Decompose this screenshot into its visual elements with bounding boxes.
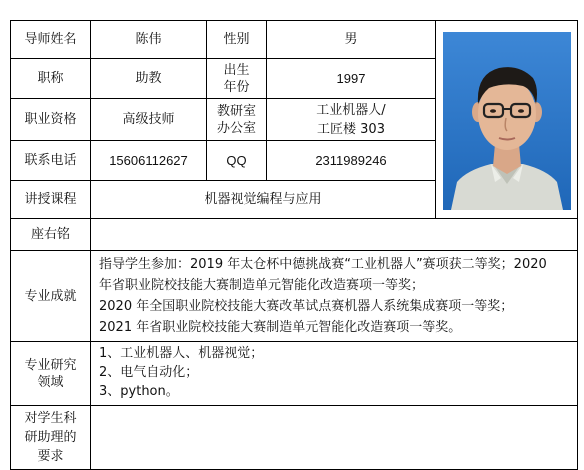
office-label <box>207 99 267 141</box>
achievement-line: 2020 年全国职业院校技能大赛改革试点赛机器人系统集成赛项一等奖； <box>99 299 514 314</box>
office-label-line1: 教研室 <box>216 103 256 119</box>
research-label-line1: 专业研究 <box>24 357 77 373</box>
office-label-line2: 办公室 <box>216 120 256 136</box>
portrait-icon <box>443 32 571 210</box>
achievement-line: 年省职业院校技能大赛制造单元智能化改造赛项一等奖； <box>99 278 425 293</box>
research-label-line2: 领域 <box>37 374 64 390</box>
office-value-line1: 工业机器人/ <box>316 102 386 118</box>
gender-label: 性别 <box>207 21 267 59</box>
qualification-value: 高级技师 <box>91 99 207 141</box>
research-item: 2、电气自动化； <box>99 365 199 380</box>
birth-year-label <box>207 59 267 99</box>
phone-value: 15606112627 <box>91 141 207 181</box>
requirements-label <box>11 406 91 470</box>
title-label: 职称 <box>11 59 91 99</box>
achievements-label: 专业成就 <box>11 251 91 342</box>
research-label <box>11 342 91 406</box>
requirements-label-line1: 对学生科 <box>24 411 77 426</box>
birth-year-label-line1: 出生 <box>223 62 250 78</box>
course-value: 机器视觉编程与应用 <box>91 181 436 219</box>
achievement-line: 指导学生参加：2019 年太仓杯中德挑战赛“工业机器人”赛项获二等奖；2020 <box>99 257 547 272</box>
requirements-label-line2: 研助理的 <box>24 430 77 445</box>
mentor-profile-table <box>10 20 578 470</box>
phone-label: 联系电话 <box>11 141 91 181</box>
title-value: 助教 <box>91 59 207 99</box>
birth-year-label-line2: 年份 <box>223 79 250 95</box>
portrait-photo <box>443 32 571 210</box>
qq-value: 2311989246 <box>267 141 436 181</box>
birth-year-value: 1997 <box>267 59 436 99</box>
gender-value: 男 <box>267 21 436 59</box>
research-list <box>91 342 578 406</box>
motto-value <box>91 219 578 251</box>
name-label: 导师姓名 <box>11 21 91 59</box>
photo-cell <box>436 21 578 219</box>
office-value <box>267 99 436 141</box>
qualification-label: 职业资格 <box>11 99 91 141</box>
qq-label: QQ <box>207 141 267 181</box>
name-value: 陈伟 <box>91 21 207 59</box>
requirements-label-line3: 要求 <box>37 449 64 464</box>
research-item: 3、python。 <box>99 384 179 399</box>
requirements-value <box>91 406 578 470</box>
achievements-text <box>91 251 578 342</box>
research-item: 1、工业机器人、机器视觉； <box>99 346 264 361</box>
achievement-line: 2021 年省职业院校技能大赛制造单元智能化改造赛项一等奖。 <box>99 320 462 335</box>
office-value-line2: 工匠楼 303 <box>317 121 385 137</box>
course-label: 讲授课程 <box>11 181 91 219</box>
motto-label: 座右铭 <box>11 219 91 251</box>
